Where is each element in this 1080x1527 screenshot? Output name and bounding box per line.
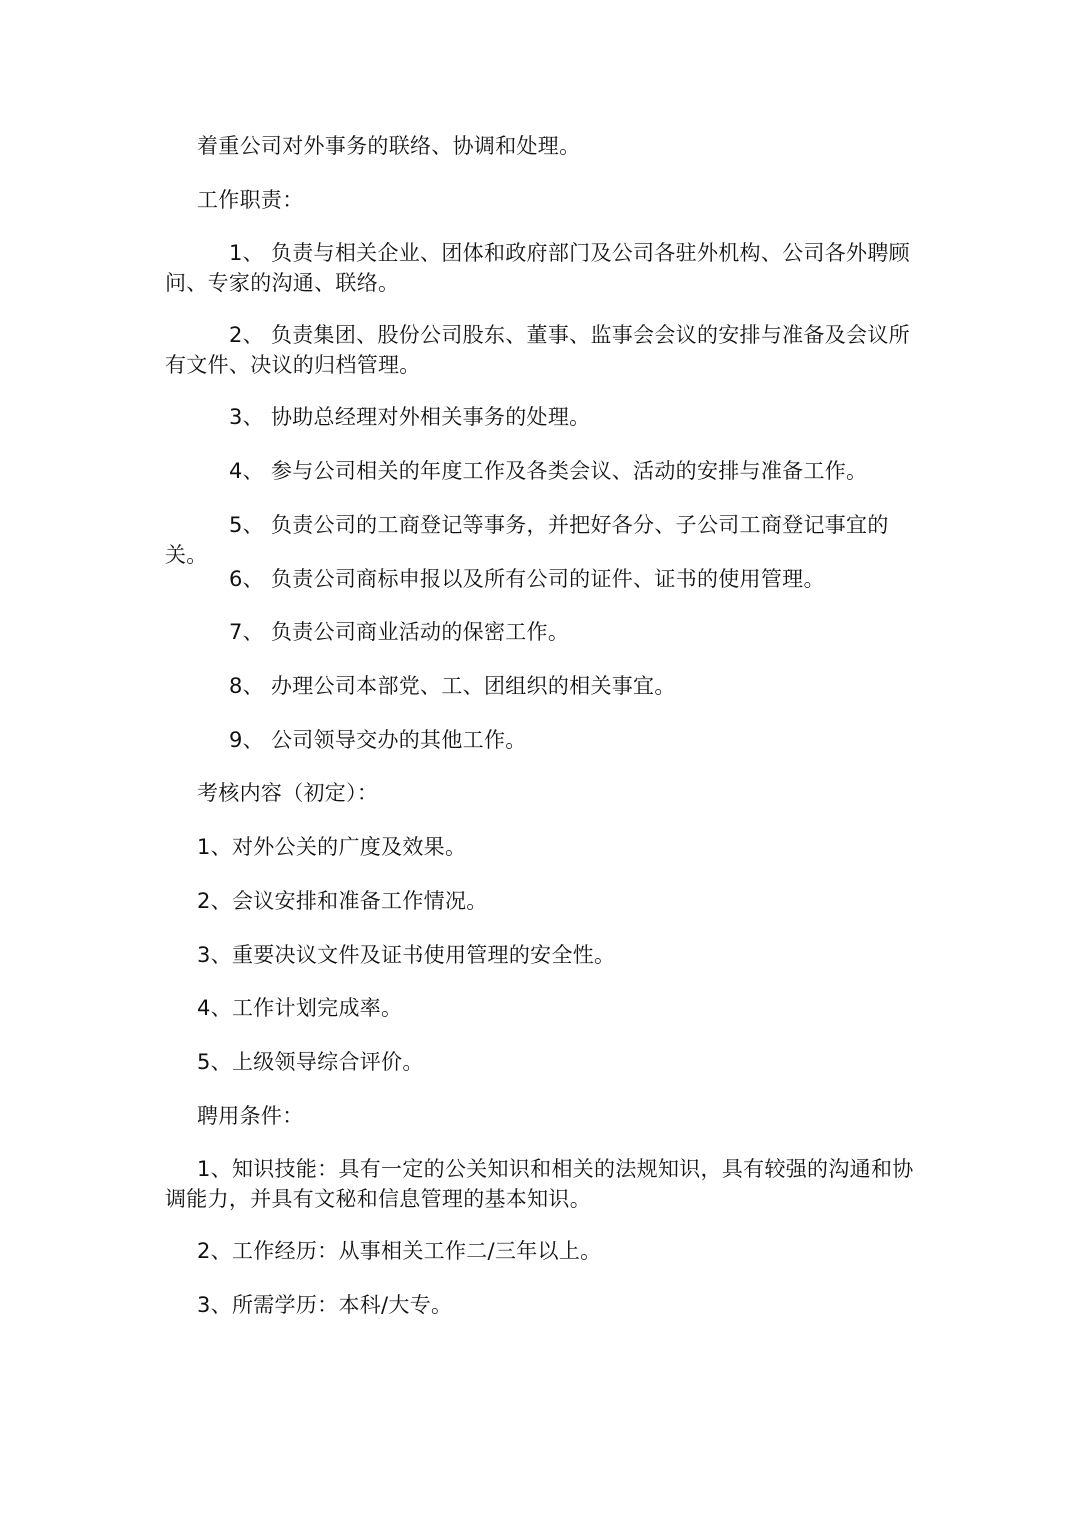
duty-text: 公司领导交办的其他工作。 — [263, 728, 527, 752]
condition-item: 3、所需学历：本科/大专。 — [197, 1293, 453, 1317]
duty-item — [165, 238, 925, 298]
duty-item — [165, 671, 925, 701]
condition-item: 1、知识技能：具有一定的公关知识和相关的法规知识，具有较强的沟通和协调能力，并具有文秘和信息管理的基本知识。 — [165, 1157, 914, 1211]
duty-number: 4、 — [229, 459, 264, 483]
duty-item — [165, 510, 925, 570]
duty-number: 5、 — [229, 513, 264, 537]
duty-item — [165, 320, 925, 380]
duty-number: 2、 — [229, 323, 264, 347]
assessment-item: 2、会议安排和准备工作情况。 — [197, 889, 488, 913]
duty-text: 负责与相关企业、团体和政府部门及公司各驻外机构、公司各外聘顾问、专家的沟通、联络。 — [165, 241, 910, 295]
assessment-item: 4、工作计划完成率。 — [197, 996, 403, 1020]
duty-text: 负责集团、股份公司股东、董事、监事会会议的安排与准备及会议所有文件、决议的归档管理。 — [165, 323, 910, 377]
duty-item — [165, 725, 925, 755]
duty-number: 7、 — [229, 620, 264, 644]
conditions-heading: 聘用条件： — [197, 1104, 304, 1128]
duty-number: 9、 — [229, 728, 264, 752]
assessment-item: 3、重要决议文件及证书使用管理的安全性。 — [197, 943, 616, 967]
duty-text: 参与公司相关的年度工作及各类会议、活动的安排与准备工作。 — [263, 459, 868, 483]
duties-heading: 工作职责： — [197, 188, 304, 212]
assessment-item: 1、对外公关的广度及效果。 — [197, 835, 467, 859]
assessment-heading: 考核内容（初定）： — [197, 781, 379, 805]
duty-item — [165, 564, 925, 594]
duty-text: 负责公司的工商登记等事务，并把好各分、子公司工商登记事宜的关。 — [165, 513, 889, 567]
condition-item: 2、工作经历：从事相关工作二/三年以上。 — [197, 1239, 602, 1263]
assessment-item: 5、上级领导综合评价。 — [197, 1050, 424, 1074]
duty-number: 6、 — [229, 567, 264, 591]
duty-text: 协助总经理对外相关事务的处理。 — [263, 405, 591, 429]
duty-number: 8、 — [229, 674, 264, 698]
duty-number: 1、 — [229, 241, 264, 265]
duty-item — [165, 402, 925, 432]
duty-item — [165, 617, 925, 647]
duty-text: 负责公司商标申报以及所有公司的证件、证书的使用管理。 — [263, 567, 825, 591]
duty-number: 3、 — [229, 405, 264, 429]
intro-paragraph: 着重公司对外事务的联络、协调和处理。 — [197, 134, 581, 158]
duty-item — [165, 456, 925, 486]
duty-text: 负责公司商业活动的保密工作。 — [263, 620, 570, 644]
duty-text: 办理公司本部党、工、团组织的相关事宜。 — [263, 674, 676, 698]
